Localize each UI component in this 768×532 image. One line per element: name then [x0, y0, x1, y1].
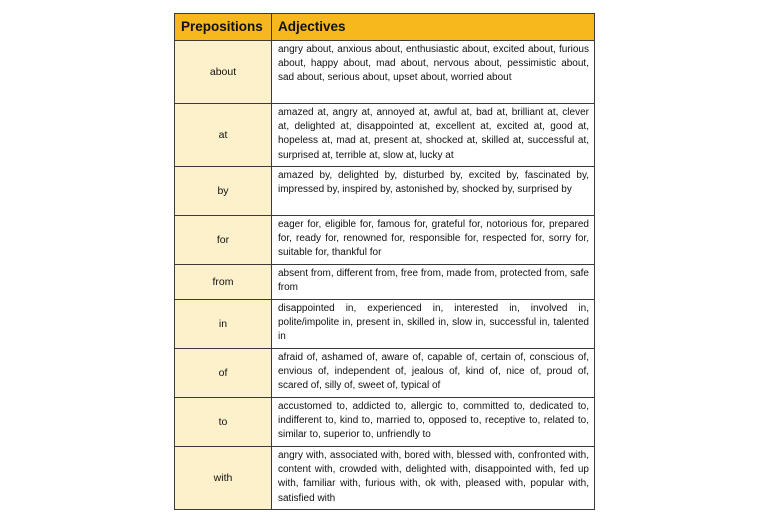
table-row [175, 167, 595, 216]
preposition-cell: of [175, 349, 272, 398]
preposition-cell: from [175, 265, 272, 300]
adjectives-cell: accustomed to, addicted to, allergic to, committed to, dedicated to, indifferent to, kind to, married to, opposed to, receptive to, related to, similar to, superior to, unfriendly to [272, 398, 595, 447]
preposition-cell: about [175, 41, 272, 104]
table-row [175, 104, 595, 167]
table-row [175, 349, 595, 398]
table-row [175, 300, 595, 349]
preposition-cell: with [175, 447, 272, 510]
table-row [175, 265, 595, 300]
adjectives-cell: afraid of, ashamed of, aware of, capable of, certain of, conscious of, envious of, independent of, jealous of, kind of, nice of, proud of, scared of, silly of, sweet of, typical of [272, 349, 595, 398]
adjectives-cell: eager for, eligible for, famous for, grateful for, notorious for, prepared for, ready for, renowned for, responsible for, respected for, sorry for, suitable for, thankful for [272, 216, 595, 265]
table-row [175, 447, 595, 510]
prepositions-table-sheet [174, 13, 594, 510]
adjectives-cell: angry with, associated with, bored with, blessed with, confronted with, content with, crowded with, delighted with, disappointed with, fed up with, familiar with, furious with, ok with, pleased with, popular with, satisfied with [272, 447, 595, 510]
table-row [175, 41, 595, 104]
adjectives-cell: amazed by, delighted by, disturbed by, excited by, fascinated by, impressed by, inspired by, astonished by, shocked by, surprised by [272, 167, 595, 216]
adjectives-cell: angry about, anxious about, enthusiastic about, excited about, furious about, happy about, mad about, nervous about, pessimistic about, sad about, serious about, upset about, worried about [272, 41, 595, 104]
table-row [175, 216, 595, 265]
table-header-row [175, 14, 595, 41]
adjectives-cell: disappointed in, experienced in, interested in, involved in, polite/impolite in, present in, skilled in, slow in, successful in, talented in [272, 300, 595, 349]
adjectives-cell: amazed at, angry at, annoyed at, awful at, bad at, brilliant at, clever at, delighted at, disappointed at, excellent at, excited at, good at, hopeless at, mad at, present at, shocked at, skilled at, successful at, surprised at, terrible at, slow at, lucky at [272, 104, 595, 167]
header-prepositions: Prepositions [175, 14, 272, 41]
preposition-cell: for [175, 216, 272, 265]
preposition-cell: to [175, 398, 272, 447]
preposition-cell: in [175, 300, 272, 349]
preposition-cell: by [175, 167, 272, 216]
prepositions-table [174, 13, 595, 510]
header-adjectives: Adjectives [272, 14, 595, 41]
table-row [175, 398, 595, 447]
preposition-cell: at [175, 104, 272, 167]
adjectives-cell: absent from, different from, free from, made from, protected from, safe from [272, 265, 595, 300]
